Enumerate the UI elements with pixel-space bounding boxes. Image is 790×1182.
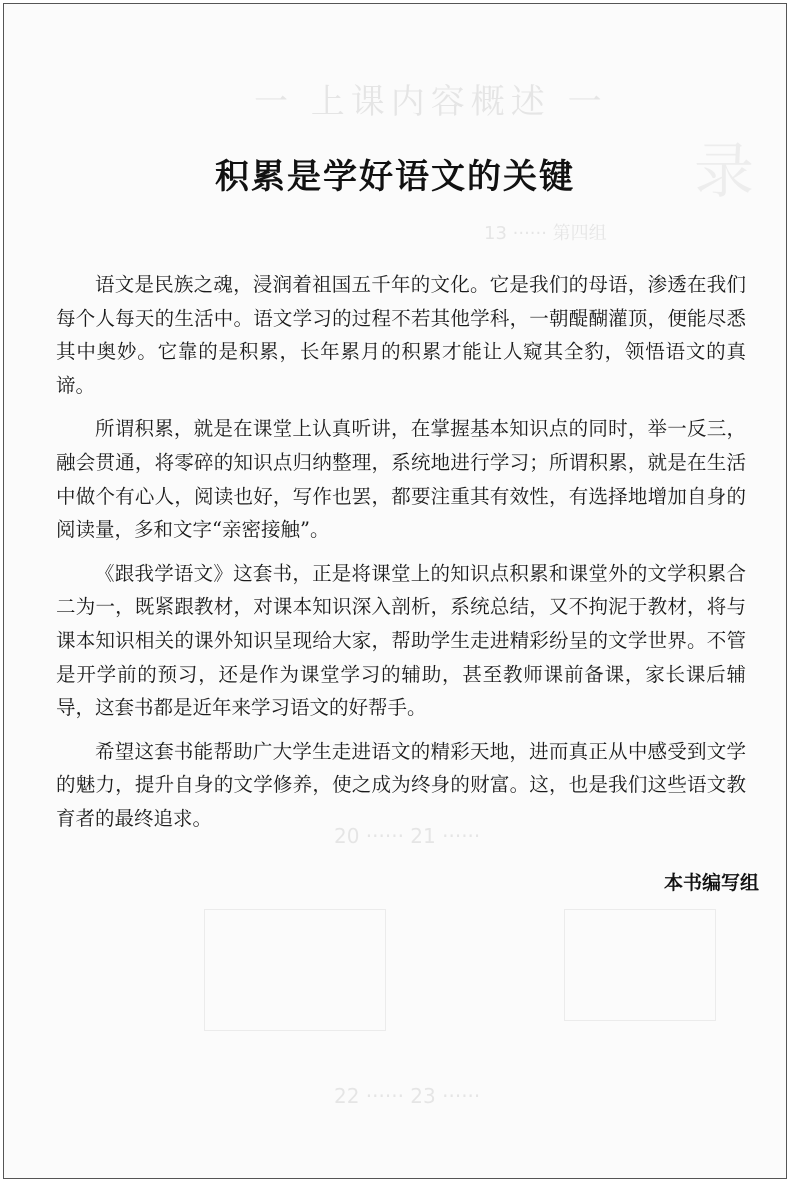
paragraph-2: 所谓积累，就是在课堂上认真听讲，在掌握基本知识点的同时，举一反三，融会贯通，将零碎的知识点归纳整理，系统地进行学习；所谓积累，就是在生活中做个有心人，阅读也好，写作也罢，都要注重其有效性，有选择地增加自身的阅读量，多和文字“亲密接触”。 (56, 417, 746, 542)
author-signature: 本书编写组 (663, 872, 759, 894)
paragraph-3: 《跟我学语文》这套书，正是将课堂上的知识点积累和课堂外的文学积累合二为一，既紧跟教材，对课本知识深入剖析，系统总结，又不拘泥于教材，将与课本知识相关的课外知识呈现给大家，帮助学生走进精彩纷呈的文学世界。不管是开学前的预习，还是作为课堂学习的辅助，甚至教师课前备课，家长课后辅导，这套书都是近年来学习语文的好帮手。 (56, 561, 746, 720)
bleed-through-illustration (564, 909, 716, 1021)
page (3, 3, 787, 1179)
bleed-through-heading: 一 上课内容概述 一 (254, 82, 608, 122)
preface-body (56, 268, 746, 846)
bleed-through-illustration (204, 909, 386, 1031)
page-title: 积累是学好语文的关键 (215, 157, 575, 197)
bleed-through-line: 22 ······ 23 ······ (334, 1084, 481, 1108)
bleed-through-line: 13 ······ 第四组 (484, 223, 607, 244)
bleed-through-line: 20 ······ 21 ······ (334, 824, 481, 848)
paragraph-1: 语文是民族之魂，浸润着祖国五千年的文化。它是我们的母语，渗透在我们每个人每天的生活中。语文学习的过程不若其他学科，一朝醍醐灌顶，便能尽悉其中奥妙。它靠的是积累，长年累月的积累才能让人窥其全豹，领悟语文的真谛。 (56, 273, 746, 397)
bleed-through-mark: 录 (694, 137, 754, 207)
paragraph-4: 希望这套书能帮助广大学生走进语文的精彩天地，进而真正从中感受到文学的魅力，提升自身的文学修养，使之成为终身的财富。这，也是我们这些语文教育者的最终追求。 (56, 739, 746, 830)
